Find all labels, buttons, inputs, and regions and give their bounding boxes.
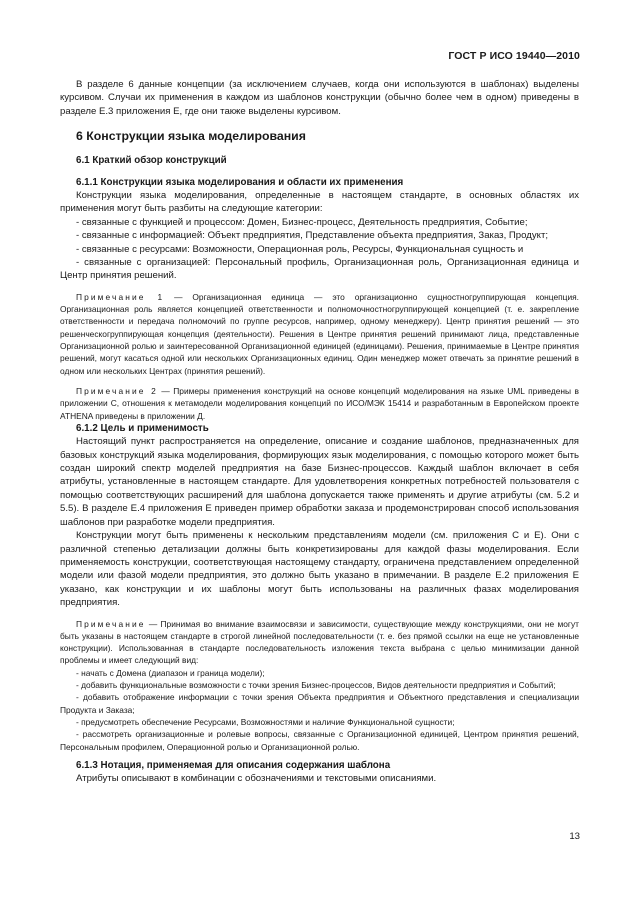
note-2-label: Примечание 2 (76, 385, 158, 396)
note-2-text: — Примеры применения конструкций на основе концепций моделирования на языке UML приведены в приложении С, отношения к метамодели моделирования концепций по ИСО/МЭК 15414 и разработанным в Европейском проекте ATHENA приведены в приложении Д. (60, 385, 579, 421)
s611-item-1: - связанные с функцией и процессом: Домен, Бизнес-процесс, Деятельность предприятия, Событие; (76, 216, 528, 228)
note-3-item-4: - предусмотреть обеспечение Ресурсами, Возможностями и наличие Функциональной сущности; (76, 716, 455, 727)
section-6-1-2-heading: 6.1.2 Цель и применимость (76, 422, 209, 434)
s613-paragraph-1: Атрибуты описывают в комбинации с обозначениями и текстовыми описаниями. (76, 773, 437, 785)
note-3-item-3: - добавить отображение информации с точки зрения Объекта предприятия и Объектного представления и специализации Продукта и Заказа; (60, 692, 579, 715)
s612-paragraph-2: Конструкции могут быть применены к нескольким представлениям модели (см. приложения С и Е). Они с различной степенью детализации должны быть конкретизированы для каждой фазы моделирования. Если применяемость конструкции, соответствующая настоящему стандарту, ограничена представлением определенной модели или фазой модели предприятия, это должно быть указано в примечании. В разделе Е.2 приложения Е указано, как конструкции и их шаблоны могут быть использованы на различных фазах моделирования предприятия. (60, 530, 579, 609)
note-1-text: — Организационная единица — это организационно сущностногруппирующая концепция. Организационная роль является концепцией ответственности и полномочностногруппирующей концепцией (т. е. закрепление ответственности и передача полномочий по группе ресурсов, например, одному менеджеру). Центр принятия решений — это решенческогруппирующая концепция (деятельности). Решения в Центре принятия решений принимают лица, представленные Организационной ролью и заинтересованной Организационной единицей (единицами). Решения, принимаемые в Центре принятия решений, могут касаться одной или нескольких Организационных единиц. Один менеджер может отвечать за принятие решений в одном или нескольких Центрах (принятия решений). (60, 291, 579, 376)
note-2 (60, 385, 579, 422)
note-1-label: Примечание 1 (76, 291, 165, 302)
note-3-text: — Принимая во внимание взаимосвязи и зависимости, существующие между конструкциями, они не могут быть указаны в настоящем стандарте в строгой линейной последовательности (т. е. без прямой ссылки на еще не установленные конструкции). Использованная в стандарте последовательность изложения текста выбрана с целью минимизации данной проблемы и имеет следующий вид: (60, 618, 579, 666)
s611-lead: Конструкции языка моделирования, определенные в настоящем стандарте, в основных областях их применения могут быть разбиты на следующие категории: (60, 190, 579, 215)
note-1 (60, 291, 579, 377)
page-number: 13 (569, 831, 580, 842)
note-3-label: Примечание (76, 618, 146, 629)
section-6-heading: 6 Конструкции языка моделирования (76, 129, 306, 144)
note-3-item-1: - начать с Домена (диапазон и граница модели); (76, 667, 265, 678)
s611-item-4: - связанные с организацией: Персональный профиль, Организационная роль, Организационная единица и Центр принятия решений. (60, 257, 579, 282)
section-6-1-1-heading: 6.1.1 Конструкции языка моделирования и области их применения (76, 176, 404, 188)
section-6-1-3-heading: 6.1.3 Нотация, применяемая для описания содержания шаблона (76, 759, 391, 771)
intro-paragraph: В разделе 6 данные концепции (за исключением случаев, когда они используются в шаблонах) выделены курсивом. Случаи их применения в каждом из шаблонов конструкции (обычно более чем в одном) приведены в разделе Е.3 приложения Е, где они также выделены курсивом. (60, 79, 579, 117)
page-content (60, 78, 579, 786)
note-3 (60, 618, 579, 667)
section-6-1-heading: 6.1 Краткий обзор конструкций (76, 155, 227, 167)
s611-item-3: - связанные с ресурсами: Возможности, Операционная роль, Ресурсы, Функциональная сущность и (76, 243, 524, 255)
s611-item-2: - связанные с информацией: Объект предприятия, Представление объекта предприятия, Заказ, Продукт; (76, 230, 549, 242)
note-3-item-5: - рассмотреть организационные и ролевые вопросы, связанные с Организационной единицей, Центром принятия решений, Персональным профилем, Операционной ролью и Организационной ролью. (60, 729, 579, 752)
note-3-item-2: - добавить функциональные возможности с точки зрения Бизнес-процессов, Видов деятельности предприятия и Событий; (76, 680, 556, 691)
s612-paragraph-1: Настоящий пункт распространяется на определение, описание и создание шаблонов, предназначенных для базовых конструкций языка моделирования, формирующих язык моделирования, с помощью которого может быть создан широкий спектр моделей предприятия на базе Бизнес-процессов. Каждый шаблон включает в себя атрибуты, установленные в настоящем стандарте. Для удовлетворения конкретных потребностей пользователя с помощью соответствующих расширений для шаблона допускается также применять и другие атрибуты (см. 5.2 и 5.5). В разделе Е.4 приложения Е приведен пример обработки заказа и продемонстрирован способ использования шаблонов при разработке модели предприятия. (60, 436, 579, 528)
document-header: ГОСТ Р ИСО 19440—2010 (448, 50, 580, 62)
